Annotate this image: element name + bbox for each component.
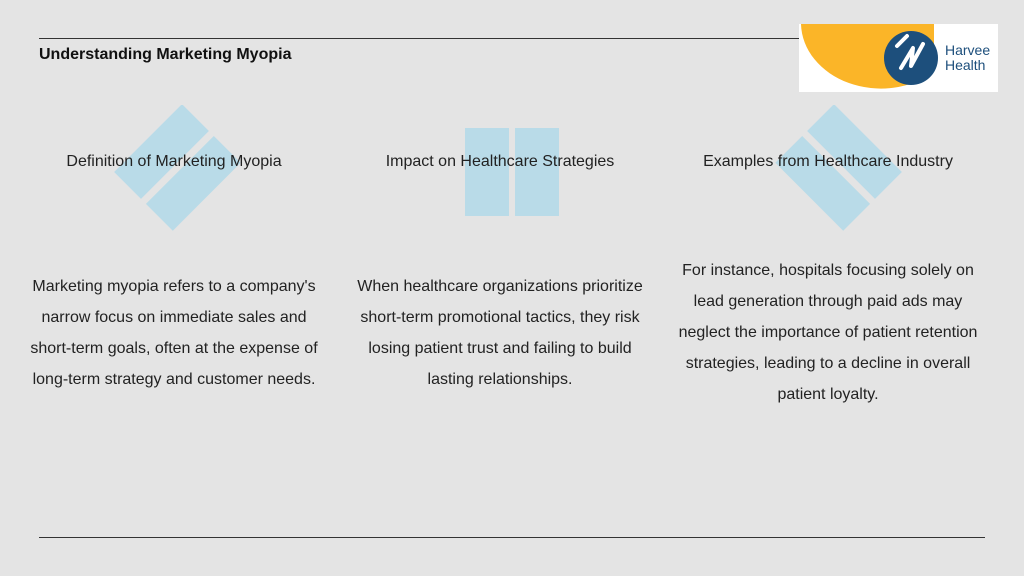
column-heading: Definition of Marketing Myopia [66,153,282,170]
column-heading: Impact on Healthcare Strategies [385,153,615,170]
column-heading: Examples from Healthcare Industry [703,153,953,170]
page-title: Understanding Marketing Myopia [39,46,292,63]
column-body: When healthcare organizations prioritize short-term promotional tactics, they risk losing patient trust and failing to build lasting relationships. [357,278,643,388]
column-body: Marketing myopia refers to a company's narrow focus on immediate sales and short-term goals, often at the expense of long-term strategy and customer needs. [30,278,318,388]
diamond-decoration-icon [764,105,904,245]
column-body: For instance, hospitals focusing solely on lead generation through paid ads may neglect the importance of patient retention strategies, leading to a decline in overall patient loyalty. [678,262,978,403]
logo-line2: Health [945,57,986,73]
logo-wordmark [945,43,990,73]
bottom-divider [39,537,985,538]
top-divider [39,38,799,39]
panels-decoration-icon [460,125,570,225]
diamond-decoration-icon [112,105,252,245]
logo-line1: Harvee [945,42,991,58]
harvee-health-logo [799,24,998,92]
